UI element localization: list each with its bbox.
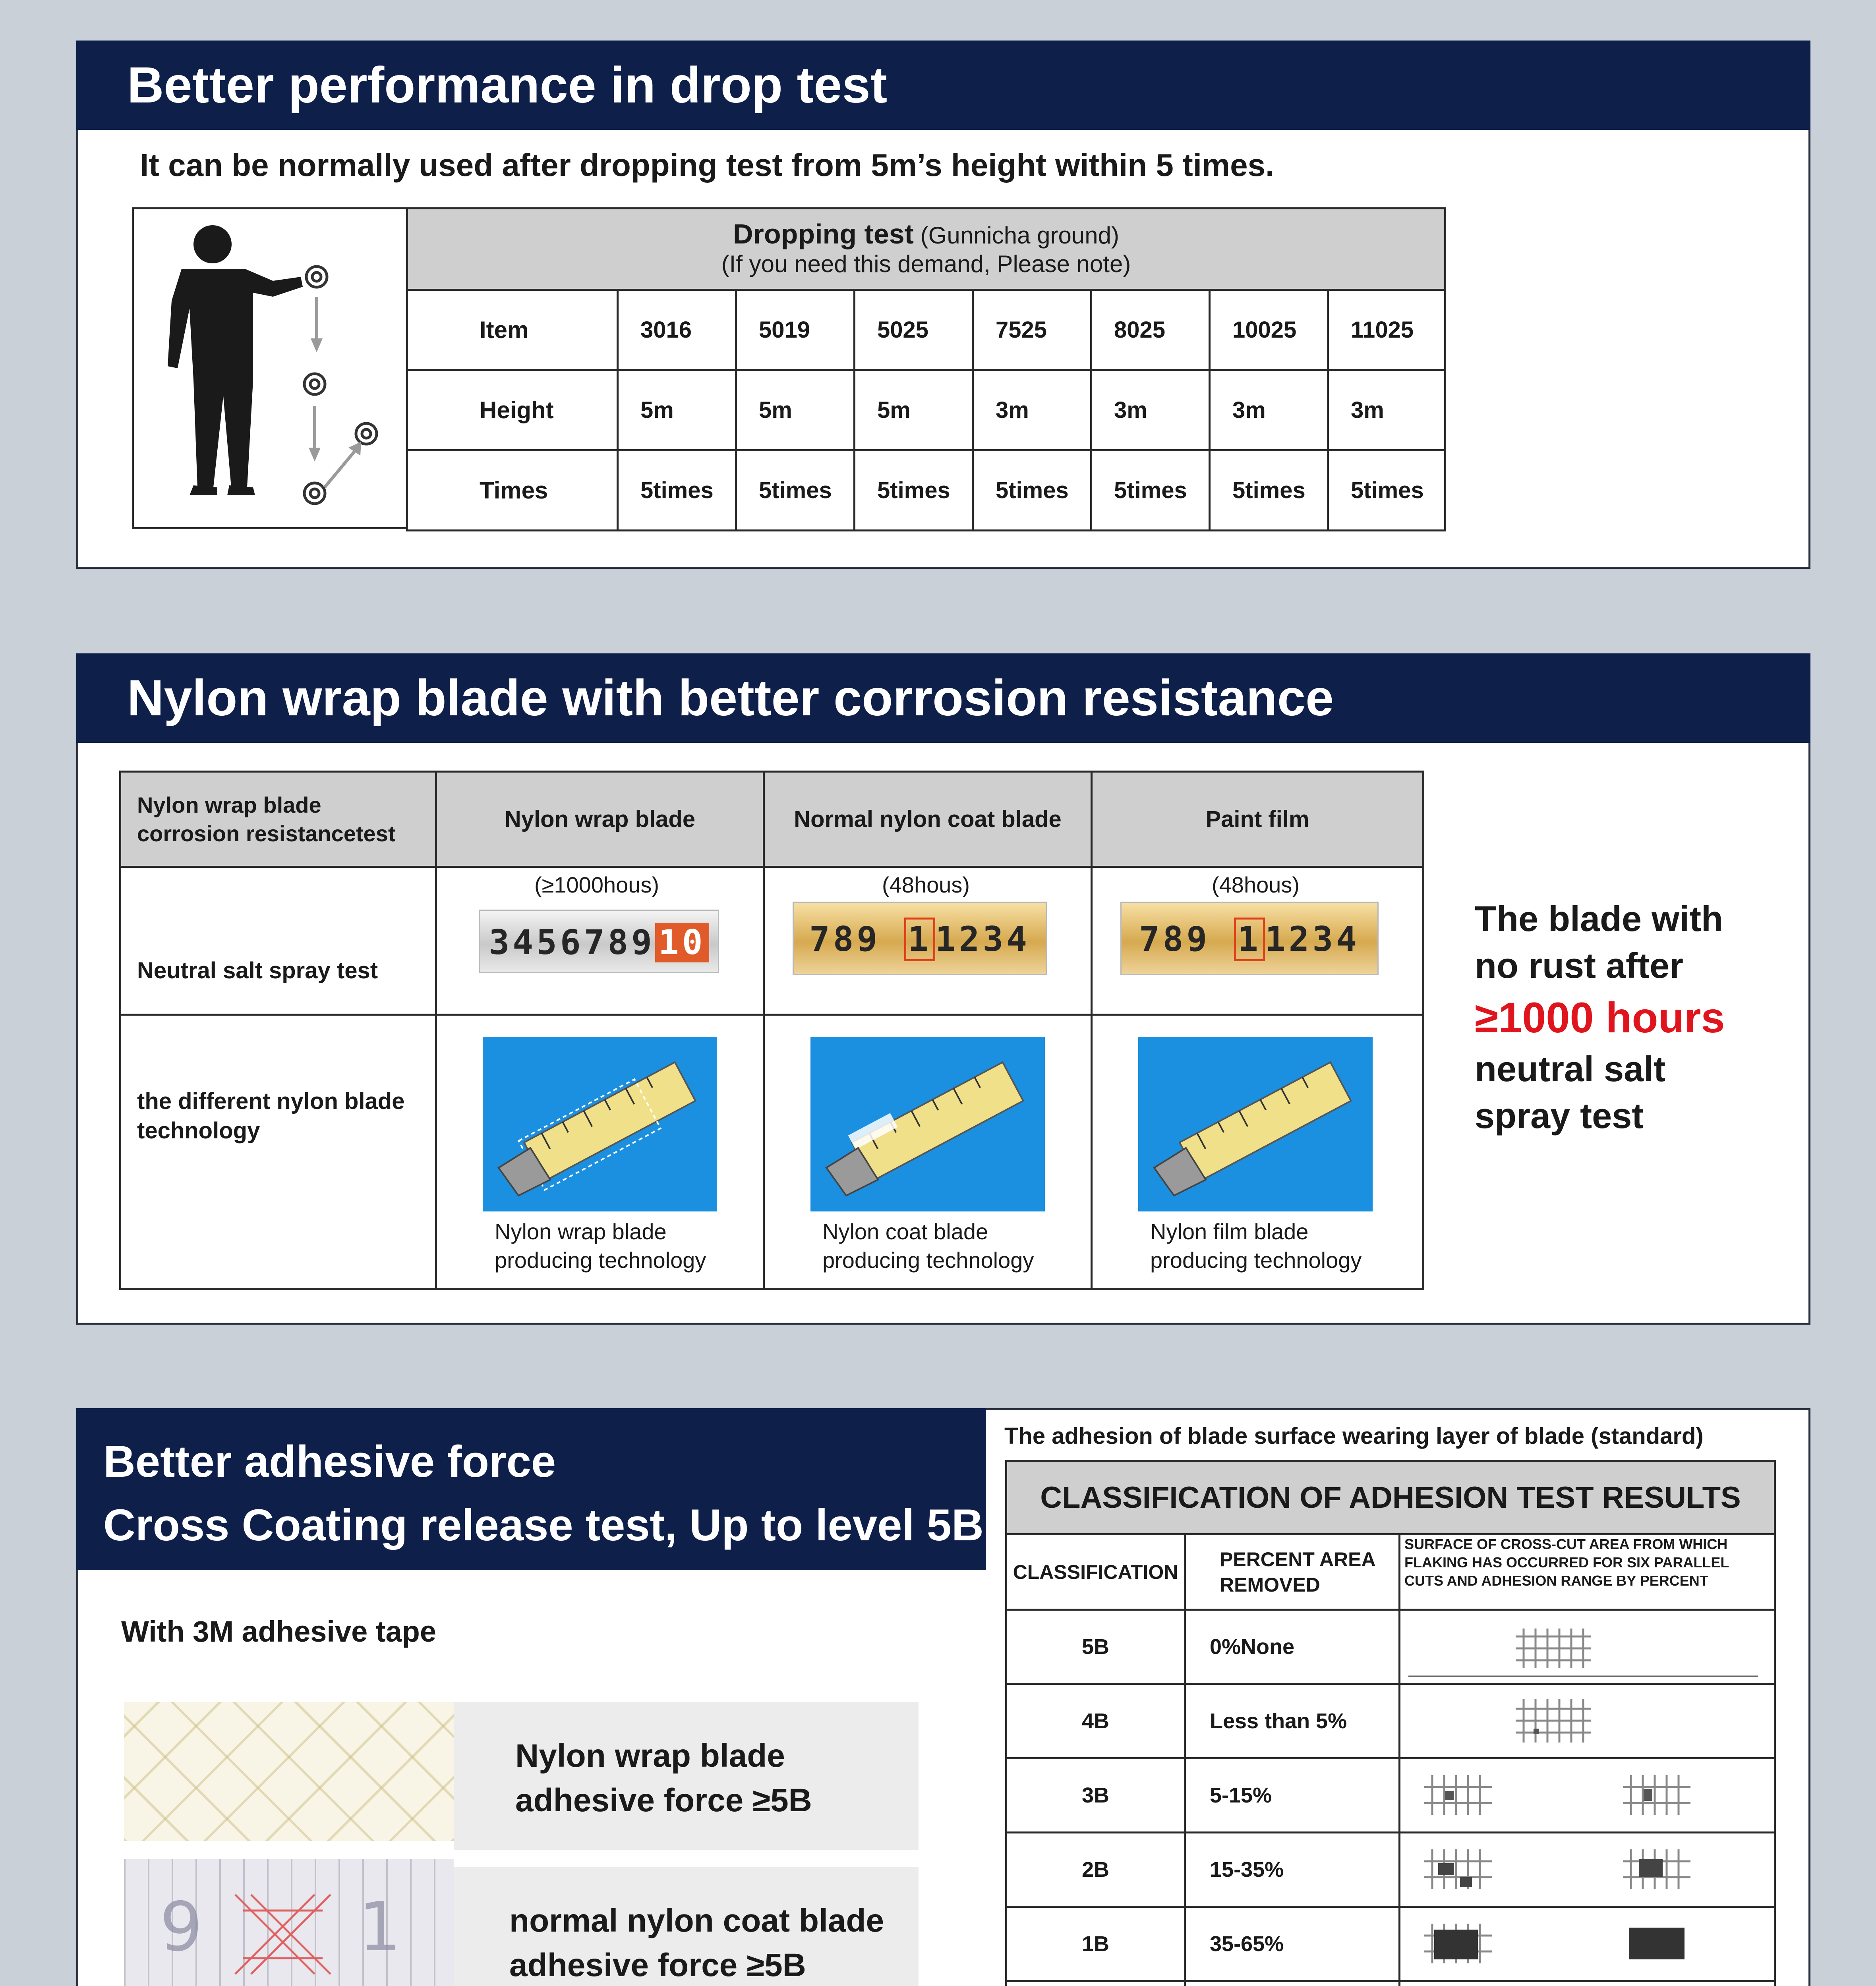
- adhesive-title-line1: Better adhesive force: [103, 1437, 556, 1486]
- table-row: [1006, 1684, 1775, 1758]
- tape-numbers: 3456789: [489, 923, 655, 962]
- crosscut-0b-icon: [1400, 1982, 1770, 1986]
- percent-cell: 5-15%: [1185, 1758, 1400, 1833]
- hours-paint: (48hous): [1212, 872, 1300, 897]
- drop-test-header: [76, 41, 1810, 130]
- percent-cell: 0%None: [1185, 1610, 1400, 1684]
- row-label: Height: [407, 370, 618, 450]
- table-cell: 7525: [973, 290, 1091, 370]
- corrosion-header-test: Nylon wrap blade corrosion resistancetest: [120, 772, 436, 867]
- class-cell: 5B: [1006, 1610, 1185, 1684]
- corrosion-table: [119, 771, 1424, 1290]
- class-cell: [1006, 1981, 1185, 1986]
- crosscut-cell: [1400, 1610, 1775, 1684]
- adhesion-table-title: CLASSIFICATION OF ADHESION TEST RESULTS: [1006, 1461, 1775, 1534]
- technology-label: the different nylon blade technology: [120, 1015, 436, 1289]
- table-row: [1006, 1610, 1775, 1684]
- table-cell: 5times: [1091, 450, 1210, 531]
- row-label: Times: [407, 450, 618, 531]
- nylon-header: [76, 653, 1810, 743]
- tape-mark: 1: [1234, 918, 1265, 961]
- callout-line3: neutral salt: [1475, 1049, 1666, 1089]
- hours-wrap: (≥1000hous): [534, 872, 660, 897]
- table-row: [1006, 1907, 1775, 1981]
- with-tape-label: With 3M adhesive tape: [121, 1615, 436, 1648]
- corrosion-header-wrap: Nylon wrap blade: [436, 772, 764, 867]
- rust-tape-wrap: [479, 910, 719, 973]
- box1-line2: adhesive force ≥5B: [515, 1782, 812, 1818]
- caption-wrap: Nylon wrap blade producing technology: [495, 1219, 706, 1273]
- class-cell: 3B: [1006, 1758, 1185, 1833]
- table-cell: 11025: [1328, 290, 1445, 370]
- nylon-wrap-blade-image: [483, 1037, 717, 1211]
- table-row: [407, 290, 1445, 370]
- drop-test-subtitle: It can be normally used after dropping test from 5m’s height within 5 times.: [140, 147, 1275, 183]
- box2-line1: normal nylon coat blade: [509, 1903, 884, 1939]
- col-percent: PERCENT AREA REMOVED: [1185, 1534, 1400, 1610]
- table-cell: 5times: [855, 450, 973, 531]
- table-cell: 5m: [855, 370, 973, 450]
- drop-table-title-note: (Gunnicha ground): [920, 222, 1119, 249]
- table-row: [1006, 1981, 1775, 1986]
- crosscut-4b-icon: [1400, 1685, 1770, 1756]
- corrosion-header-coat: Normal nylon coat blade: [764, 772, 1092, 867]
- percent-cell: [1185, 1981, 1400, 1986]
- callout-line2: no rust after: [1475, 946, 1684, 986]
- table-cell: 3016: [618, 290, 736, 370]
- corrosion-header-paint: Paint film: [1092, 772, 1423, 867]
- cross-hatch-icon: [124, 1859, 454, 1986]
- tape-measure-icon: [483, 1037, 717, 1211]
- tape-numbers: 789: [1139, 920, 1211, 959]
- drop-table-note: (If you need this demand, Please note): [721, 251, 1131, 277]
- nylon-film-blade-image: [1138, 1037, 1373, 1211]
- drop-table-title: Dropping test: [733, 218, 914, 249]
- col-classification: CLASSIFICATION: [1006, 1534, 1185, 1610]
- caption-paint: Nylon film blade producing technology: [1150, 1219, 1362, 1273]
- nylon-title: Nylon wrap blade with better corrosion resistance: [127, 670, 1334, 726]
- col-surface: SURFACE OF CROSS-CUT AREA FROM WHICH FLAKING HAS OCCURRED FOR SIX PARALLEL CUTS AND ADHESION RANGE BY PERCENT: [1400, 1534, 1775, 1610]
- rust-callout: [1475, 896, 1725, 1140]
- crosscut-5b-icon: [1400, 1611, 1770, 1682]
- table-cell: 10025: [1210, 290, 1328, 370]
- tape-numbers: 1234: [1265, 920, 1360, 959]
- tape-mark: 1: [904, 918, 935, 961]
- class-cell: 4B: [1006, 1684, 1185, 1758]
- table-cell: 5m: [736, 370, 855, 450]
- table-row: [407, 370, 1445, 450]
- hours-coat: (48hous): [882, 872, 970, 897]
- table-cell: 5times: [1210, 450, 1328, 531]
- svg-text:9: 9: [160, 1888, 203, 1967]
- table-cell: 3m: [973, 370, 1091, 450]
- percent-cell: Less than 5%: [1185, 1684, 1400, 1758]
- rust-tape-coat: [793, 902, 1047, 975]
- svg-text:1: 1: [358, 1888, 402, 1967]
- tape-numbers: 789: [809, 920, 881, 959]
- table-cell: 5025: [855, 290, 973, 370]
- callout-line1: The blade with: [1475, 899, 1723, 939]
- table-cell: 5times: [618, 450, 736, 531]
- box2-line2: adhesive force ≥5B: [509, 1947, 806, 1983]
- table-cell: 3m: [1328, 370, 1445, 450]
- crosscut-cell: [1400, 1907, 1775, 1981]
- adhesive-header: [76, 1408, 986, 1570]
- adhesive-title-line2: Cross Coating release test, Up to level 5B: [103, 1500, 984, 1550]
- drop-test-title: Better performance in drop test: [127, 57, 888, 114]
- adhesion-classification-table: [1005, 1460, 1776, 1986]
- table-row: [1006, 1833, 1775, 1907]
- table-cell: 5times: [736, 450, 855, 531]
- caption-coat: Nylon coat blade producing technology: [822, 1219, 1034, 1273]
- tape-measure-icon: [1138, 1037, 1373, 1211]
- nylon-wrap-adhesion-box: [454, 1702, 919, 1850]
- table-row: [1006, 1758, 1775, 1833]
- nylon-coat-adhesion-box: [454, 1867, 919, 1986]
- table-cell: 5019: [736, 290, 855, 370]
- drop-test-table: [406, 207, 1446, 531]
- down-arrow-icon: [134, 209, 408, 527]
- table-cell: 3m: [1210, 370, 1328, 450]
- crosscut-cell: [1400, 1981, 1775, 1986]
- callout-line4: spray test: [1475, 1096, 1644, 1136]
- crosscut-cell: [1400, 1684, 1775, 1758]
- class-cell: 2B: [1006, 1833, 1185, 1907]
- nylon-coat-blade-image: [810, 1037, 1045, 1211]
- table-cell: 8025: [1091, 290, 1210, 370]
- crosscut-1b-icon: [1400, 1908, 1770, 1979]
- table-cell: 5times: [1328, 450, 1445, 531]
- table-cell: 5times: [973, 450, 1091, 531]
- drop-table-title-cell: [407, 209, 1445, 290]
- crosscut-cell: [1400, 1758, 1775, 1833]
- percent-cell: 35-65%: [1185, 1907, 1400, 1981]
- nylon-wrap-adhesion-photo: [124, 1702, 454, 1841]
- table-cell: 5m: [618, 370, 736, 450]
- adhesion-standard-caption: The adhesion of blade surface wearing layer of blade (standard): [1004, 1423, 1704, 1449]
- drop-illustration: [132, 207, 408, 529]
- tape-measure-icon: [810, 1037, 1045, 1211]
- row-label: Item: [407, 290, 618, 370]
- table-row: [407, 450, 1445, 531]
- nylon-coat-adhesion-photo: [124, 1859, 454, 1986]
- salt-spray-label: Neutral salt spray test: [120, 867, 436, 1015]
- callout-highlight: ≥1000 hours: [1475, 993, 1725, 1041]
- percent-cell: 15-35%: [1185, 1833, 1400, 1907]
- crosscut-cell: [1400, 1833, 1775, 1907]
- box1-line1: Nylon wrap blade: [515, 1738, 785, 1774]
- rust-tape-paint: [1120, 902, 1379, 975]
- class-cell: 1B: [1006, 1907, 1185, 1981]
- crosscut-2b-icon: [1400, 1833, 1770, 1905]
- tape-numbers: 1234: [935, 920, 1030, 959]
- table-cell: 3m: [1091, 370, 1210, 450]
- crosscut-3b-icon: [1400, 1759, 1770, 1831]
- tape-mark: 10: [655, 923, 709, 962]
